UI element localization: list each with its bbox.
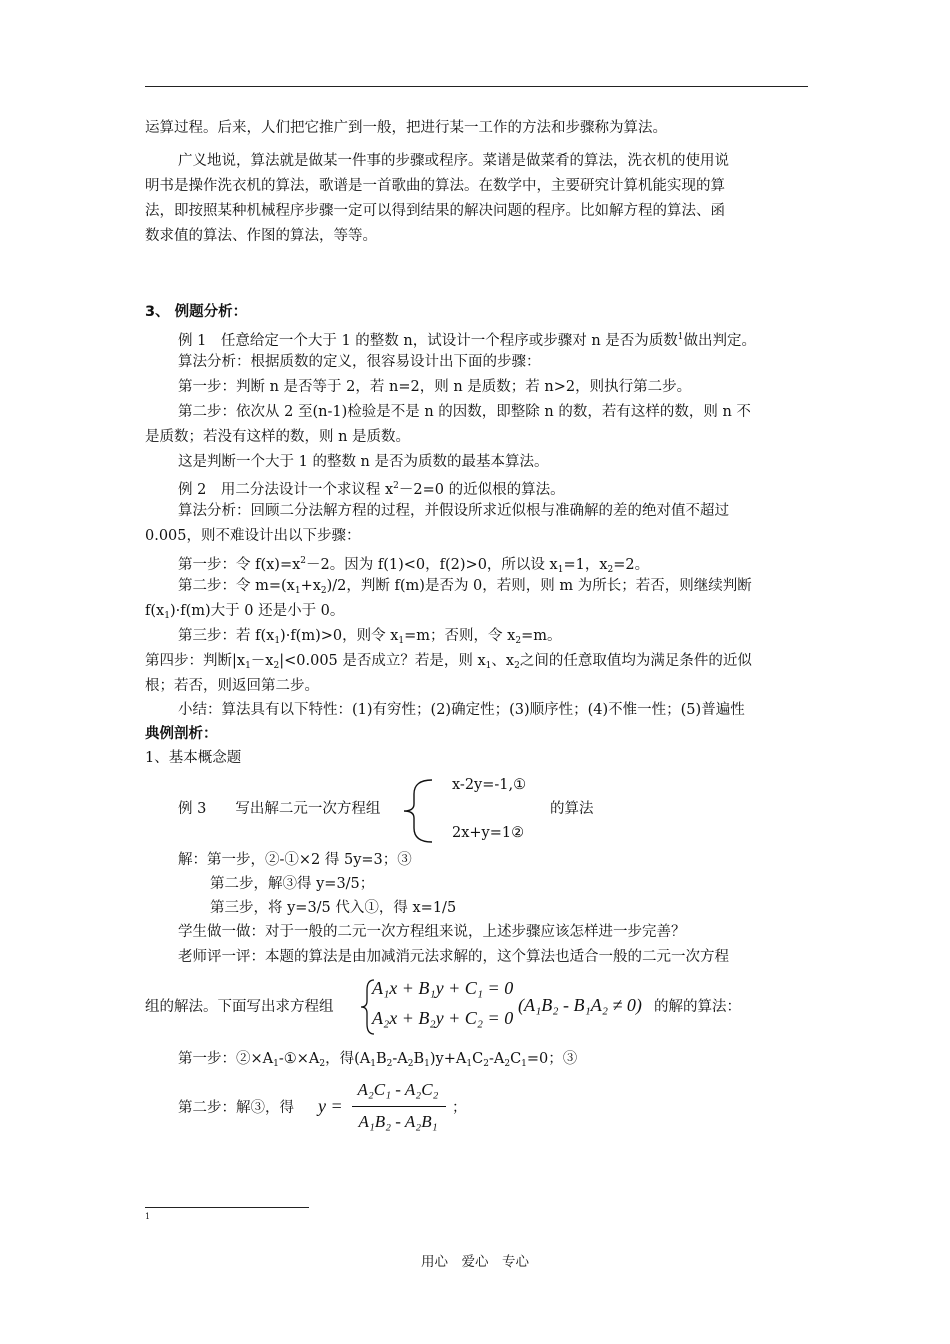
paragraph-line: 这是判断一个大于 1 的整数 n 是否为质数的最基本算法。 — [178, 454, 549, 470]
example-3-tail: 的算法 — [550, 801, 594, 817]
equation-1: x-2y=-1,① — [452, 777, 527, 793]
step-line: 根；若否，则返回第二步。 — [145, 678, 319, 694]
step-line: 第一步：$②\times A_1-①\times A_2$，得$(A_1B_2-A_2B_1)y+A_1C_2-A_2C_1=0$；③ — [178, 1051, 578, 1069]
paragraph-line: 明书是操作洗衣机的算法，歌谱是一首歌曲的算法。在数学中，主要研究计算机能实现的算 — [145, 178, 725, 194]
fraction-numerator: A₂C₁ - A₂C₂ — [357, 1080, 439, 1099]
paragraph-line: 算法分析：回顾二分法解方程的过程，并假设所求近似根与准确解的差的绝对值不超过 — [178, 503, 729, 519]
solution-line: 第二步，解③得 y=3/5； — [210, 876, 375, 892]
step-line: 第一步：令 $f(x)=x^2-2$。因为 f(1)<0，f(2)>0，所以设 $x_1=1$，$x_2=2$。 — [178, 556, 650, 575]
paragraph-line: 法，即按照某种机械程序步骤一定可以得到结果的解决问题的程序。比如解方程的算法、函 — [145, 203, 725, 219]
summary-line: 小结：算法具有以下特性：(1)有穷性；(2)确定性；(3)顺序性；(4)不惟一性；(5)普遍性 — [178, 702, 745, 718]
equation-2: 2x+y=1② — [452, 825, 525, 841]
solution-line: 第三步，将 y=3/5 代入①，得 x=1/5 — [210, 900, 457, 916]
section-heading: 典例剖析： — [145, 726, 218, 742]
paragraph-line: 组的解法。下面写出求方程组 — [145, 999, 334, 1015]
left-brace — [402, 778, 436, 844]
paragraph-line: 数求值的算法、作图的算法，等等。 — [145, 228, 377, 244]
paragraph-line: 第二步：依次从 2 至(n-1)检验是不是 n 的因数，即整除 n 的数，若有这样的数，则 n 不 — [178, 404, 751, 420]
step-line: 第二步：解③，得 — [178, 1100, 294, 1116]
paragraph-line: 运算过程。后来，人们把它推广到一般，把进行某一工作的方法和步骤称为算法。 — [145, 120, 667, 136]
paragraph-line: 第一步：判断 n 是否等于 2，若 n=2，则 n 是质数；若 n>2，则执行第二步。 — [178, 379, 692, 395]
paragraph-line: 老师评一评：本题的算法是由加减消元法求解的，这个算法也适合一般的二元一次方程 — [178, 949, 729, 965]
page-footer: 用心 爱心 专心 — [421, 1254, 529, 1270]
footnote-mark: 1 — [145, 1212, 151, 1221]
paragraph-line: 0.005，则不难设计出以下步骤： — [145, 528, 361, 544]
fraction-denominator: A₁B₂ - A₂B₁ — [358, 1112, 438, 1131]
example-3-label: 例 3 写出解二元一次方程组 — [178, 801, 381, 817]
system-row-1: A₁x + B₁y + C₁ = 0 — [372, 978, 514, 998]
subsection-heading: 1、基本概念题 — [145, 750, 242, 766]
step-line: $f(x_1)\cdot f(m)$大于 0 还是小于 0。 — [145, 603, 345, 621]
fraction-bar — [352, 1106, 446, 1107]
example-1: 例 1 任意给定一个大于 1 的整数 n，试设计一个程序或步骤对 n 是否为质数$^1$做出判定。 — [178, 332, 757, 349]
determinant-condition: (A₁B₂ - B₁A₂ ≠ 0) — [518, 995, 642, 1015]
paragraph-line: 算法分析：根据质数的定义，很容易设计出下面的步骤： — [178, 354, 541, 370]
paragraph-line: 广义地说，算法就是做某一件事的步骤或程序。菜谱是做菜肴的算法，洗衣机的使用说 — [178, 153, 729, 169]
fraction-lhs: y = — [318, 1096, 343, 1116]
paragraph-line: 的解的算法： — [654, 999, 741, 1015]
step-line: 第三步：若 $f(x_1)\cdot f(m)>0$，则令 $x_1=m$；否则，令 $x_2=m$。 — [178, 628, 562, 646]
semicolon: ； — [452, 1100, 467, 1116]
step-line: 第二步：令 $m=(x_1+x_2)/2$，判断 f(m)是否为 0，若则，则 m 为所长；若否，则继续判断 — [178, 578, 752, 596]
example-2: 例 2 用二分法设计一个求议程 $x^2-2=0$ 的近似根的算法。 — [178, 481, 565, 498]
solution-line: 解：第一步，②-①×2 得 5y=3；③ — [178, 852, 412, 868]
step-line: 第四步：判断$|x_1-x_2|<0.005$ 是否成立？若是，则 $x_1$、$x_2$之间的任意取值均为满足条件的近似 — [145, 653, 752, 671]
footnote-ref[interactable]: 1 — [677, 332, 684, 342]
paragraph-line: 是质数；若没有这样的数，则 n 是质数。 — [145, 429, 411, 445]
section-heading: 3、 例题分析： — [145, 304, 248, 320]
paragraph-line: 学生做一做：对于一般的二元一次方程组来说，上述步骤应该怎样进一步完善？ — [178, 924, 686, 940]
system-row-2: A₂x + B₂y + C₂ = 0 — [372, 1008, 514, 1028]
header-rule — [145, 86, 808, 87]
footnote-rule — [145, 1207, 309, 1208]
